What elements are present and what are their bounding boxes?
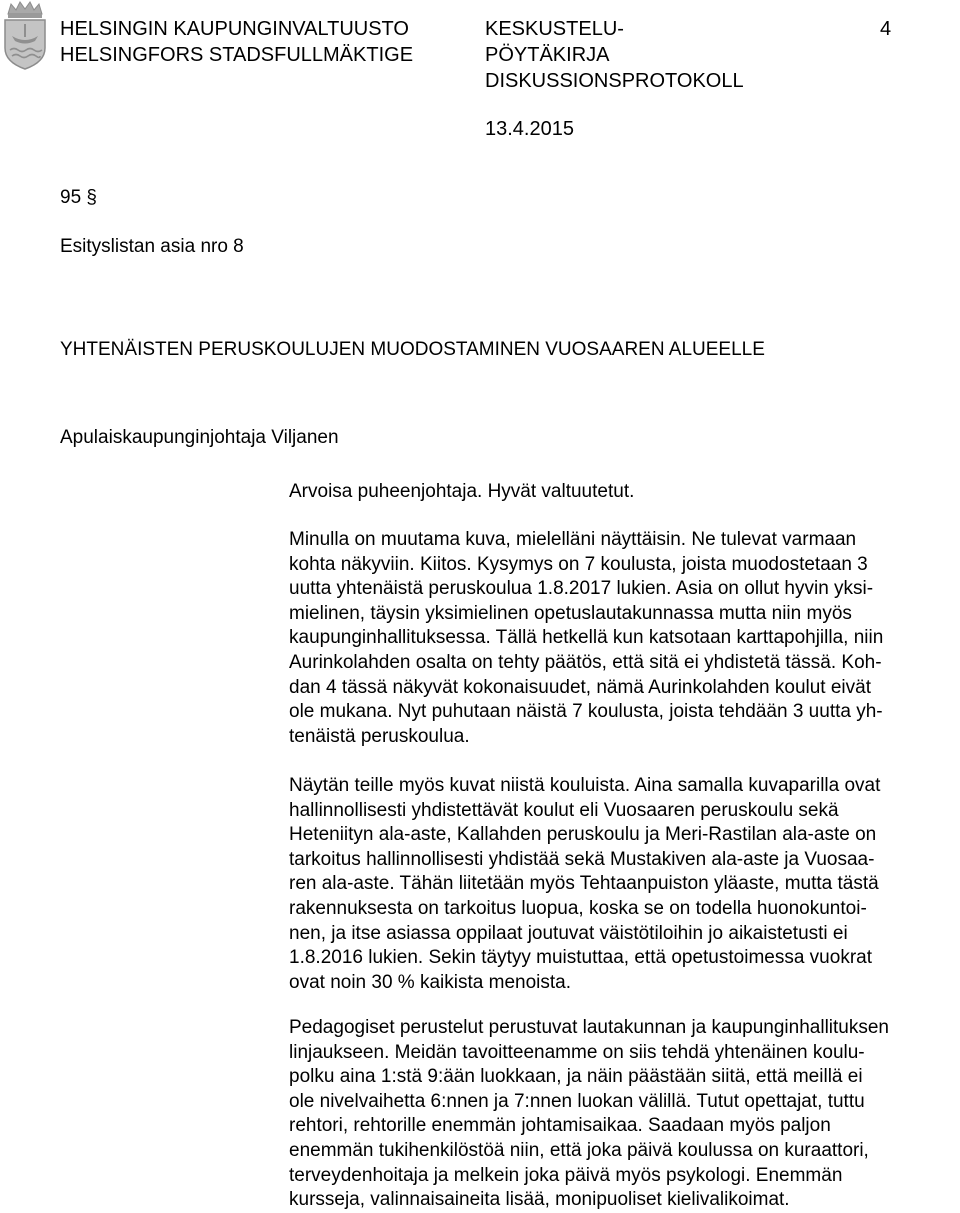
text-line: ren ala-aste. Tähän liitetään myös Tehtaanpuiston yläaste, mutta tästä	[289, 873, 879, 895]
text-line: tarkoitus hallinnollisesti yhdistää sekä Mustakiven ala-aste ja Vuosaa-	[289, 848, 875, 870]
text-line: polku aina 1:stä 9:ään luokkaan, ja näin päästään siitä, että meillä ei	[289, 1066, 863, 1088]
speech-paragraph-2	[289, 774, 880, 995]
speech-paragraph-3	[289, 1016, 889, 1213]
text-line: kursseja, valinnaisaineita lisää, monipuoliset kielivalikoimat.	[289, 1189, 790, 1211]
text-line: ovat noin 30 % kaikista menoista.	[289, 971, 571, 993]
text-line: Näytän teille myös kuvat niistä kouluista. Aina samalla kuvaparilla ovat	[289, 775, 881, 796]
organization-name-swedish: HELSINGFORS STADSFULLMÄKTIGE	[60, 44, 414, 66]
meeting-date: 13.4.2015	[485, 118, 574, 140]
page-number: 4	[880, 18, 892, 40]
text-line: Heteniityn ala-aste, Kallahden peruskoulu ja Meri-Rastilan ala-aste on	[289, 824, 877, 846]
document-type-line-3: DISKUSSIONSPROTOKOLL	[485, 70, 744, 92]
section-number: 95 §	[60, 187, 97, 208]
text-line: ole mukana. Nyt puhutaan näistä 7 koulusta, joista tehdään 3 uutta yh-	[289, 701, 883, 723]
speaker-name: Apulaiskaupunginjohtaja Viljanen	[60, 427, 339, 448]
text-line: enemmän tukihenkilöstöä niin, että joka päivä koulussa on kuraattori,	[289, 1139, 869, 1161]
agenda-item: Esityslistan asia nro 8	[60, 236, 244, 257]
organization-name-finnish: HELSINGIN KAUPUNGINVALTUUSTO	[60, 18, 409, 40]
text-line: uutta yhtenäistä peruskoulua 1.8.2017 lukien. Asia on ollut hyvin yksi-	[289, 578, 874, 600]
text-line: 1.8.2016 lukien. Sekin täytyy muistuttaa, että opetustoimessa vuokrat	[289, 947, 872, 969]
document-type	[485, 16, 744, 94]
text-line: terveydenhoitaja ja melkein joka päivä myös psykologi. Enemmän	[289, 1164, 843, 1186]
text-line: nen, ja itse asiassa oppilaat joutuvat väistötiloihin jo aikaistetusti ei	[289, 922, 848, 944]
text-line: linjaukseen. Meidän tavoitteenamme on siis tehdä yhtenäinen koulu-	[289, 1041, 865, 1063]
text-line: kohta näkyviin. Kiitos. Kysymys on 7 koulusta, joista muodostetaan 3	[289, 553, 868, 575]
text-line: rakennuksesta on tarkoitus luopua, koska se on todella huonokuntoi-	[289, 897, 867, 919]
text-line: ole nivelvaihetta 6:nnen ja 7:nnen luokan välillä. Tutut opettajat, tuttu	[289, 1090, 865, 1112]
text-line: tenäistä peruskoulua.	[289, 725, 470, 747]
case-title: YHTENÄISTEN PERUSKOULUJEN MUODOSTAMINEN VUOSAAREN ALUEELLE	[60, 339, 765, 360]
document-type-line-2: PÖYTÄKIRJA	[485, 44, 610, 66]
speech-greeting: Arvoisa puheenjohtaja. Hyvät valtuutetut.	[289, 481, 635, 502]
text-line: Pedagogiset perustelut perustuvat lautakunnan ja kaupunginhallituksen	[289, 1017, 889, 1038]
document-type-line-1: KESKUSTELU-	[485, 18, 624, 40]
text-line: rehtori, rehtorille enemmän johtamisaikaa. Saadaan myös paljon	[289, 1115, 831, 1137]
text-line: hallinnollisesti yhdistettävät koulut eli Vuosaaren peruskoulu sekä	[289, 799, 839, 821]
text-line: kaupunginhallituksessa. Tällä hetkellä kun katsotaan karttapohjilla, niin	[289, 627, 884, 649]
text-line: mielinen, täysin yksimielinen opetuslautakunnassa mutta niin myös	[289, 602, 852, 624]
text-line: Aurinkolahden osalta on tehty päätös, että sitä ei yhdistetä tässä. Koh-	[289, 651, 882, 673]
speech-paragraph-1	[289, 528, 883, 749]
organization-name	[60, 16, 413, 68]
helsinki-coat-of-arms-icon	[2, 0, 48, 70]
text-line: dan 4 tässä näkyvät kokonaisuudet, nämä Aurinkolahden koulut eivät	[289, 676, 871, 698]
text-line: Minulla on muutama kuva, mielelläni näyttäisin. Ne tulevat varmaan	[289, 529, 857, 550]
